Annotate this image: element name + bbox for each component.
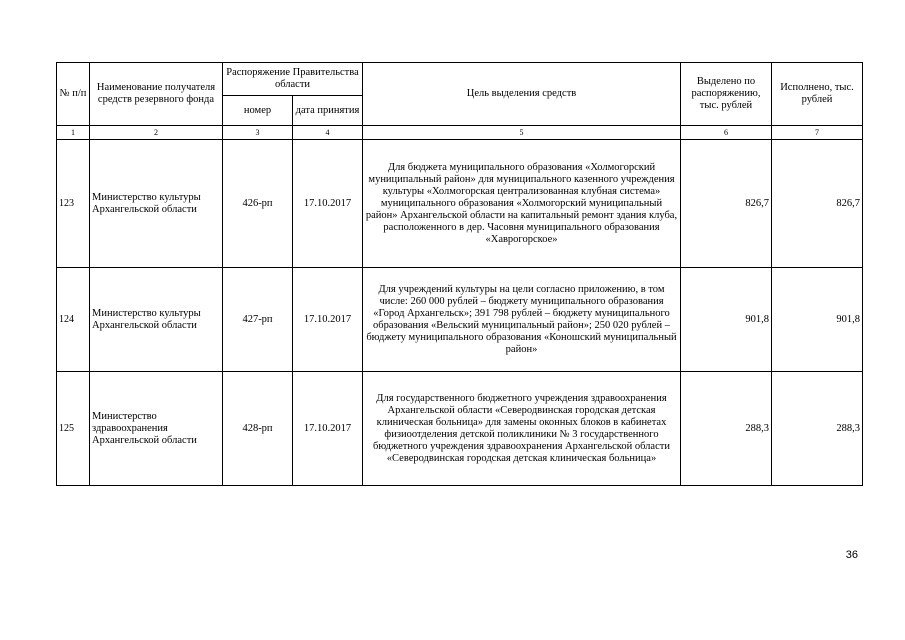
row-number: 124 xyxy=(57,268,90,372)
executed-cell: 826,7 xyxy=(772,140,863,268)
column-number: 2 xyxy=(90,126,223,140)
column-number: 4 xyxy=(293,126,363,140)
order-date-cell: 17.10.2017 xyxy=(293,268,363,372)
header-recipient: Наименование получателя средств резервного фонда xyxy=(90,63,223,126)
allocated-cell: 901,8 xyxy=(681,268,772,372)
reserve-fund-table xyxy=(56,62,863,486)
recipient-cell: Министерство здравоохранения Архангельской области xyxy=(90,372,223,486)
column-number: 1 xyxy=(57,126,90,140)
order-number-cell: 428-рп xyxy=(223,372,293,486)
recipient-cell: Министерство культуры Архангельской области xyxy=(90,140,223,268)
header-allocated: Выделено по распоряжению, тыс. рублей xyxy=(681,63,772,126)
header-order-date: дата принятия xyxy=(293,96,363,126)
page-number: 36 xyxy=(845,549,858,561)
column-number: 3 xyxy=(223,126,293,140)
header-executed: Исполнено, тыс. рублей xyxy=(772,63,863,126)
header-no: № п/п xyxy=(57,63,90,126)
executed-cell: 901,8 xyxy=(772,268,863,372)
allocated-cell: 288,3 xyxy=(681,372,772,486)
column-number-row xyxy=(57,126,863,140)
purpose-cell: Для государственного бюджетного учреждения здравоохранения Архангельской области «Северодвинская городская детская клиническая больница» для замены оконных блоков в кабинетах физиоотделения детской поликлиники № 3 государственного бюджетного учреждения здравоохранения Архангельской области «Северодвинская городская детская клиническая больница» xyxy=(363,372,681,486)
row-number: 125 xyxy=(57,372,90,486)
order-number-cell: 427-рп xyxy=(223,268,293,372)
purpose-cell: Для учреждений культуры на цели согласно приложению, в том числе: 260 000 рублей – бюджету муниципального образования «Город Архангельск»; 391 798 рублей – бюджету муниципального образования «Вельский муниципальный район»; 250 020 рублей – бюджету муниципального образования «Коношский муниципальный район» xyxy=(363,268,681,372)
column-number: 6 xyxy=(681,126,772,140)
allocated-cell: 826,7 xyxy=(681,140,772,268)
column-number: 7 xyxy=(772,126,863,140)
order-date-cell: 17.10.2017 xyxy=(293,372,363,486)
executed-cell: 288,3 xyxy=(772,372,863,486)
header-purpose: Цель выделения средств xyxy=(363,63,681,126)
order-date-cell: 17.10.2017 xyxy=(293,140,363,268)
header-order-group: Распоряжение Правительства области xyxy=(223,63,363,96)
table-row xyxy=(57,140,863,268)
table-row xyxy=(57,372,863,486)
order-number-cell: 426-рп xyxy=(223,140,293,268)
table-row xyxy=(57,268,863,372)
recipient-cell: Министерство культуры Архангельской области xyxy=(90,268,223,372)
purpose-cell: Для бюджета муниципального образования «Холмогорский муниципальный район» для муниципального казенного учреждения культуры «Холмогорская централизованная клубная система» муниципального образования «Холмогорский муниципальный район» Архангельской области на капитальный ремонт здания клуба, расположенного в дер. Часовня муниципального образования «Хаврогорское» xyxy=(363,140,681,268)
column-number: 5 xyxy=(363,126,681,140)
header-order-number: номер xyxy=(223,96,293,126)
row-number: 123 xyxy=(57,140,90,268)
